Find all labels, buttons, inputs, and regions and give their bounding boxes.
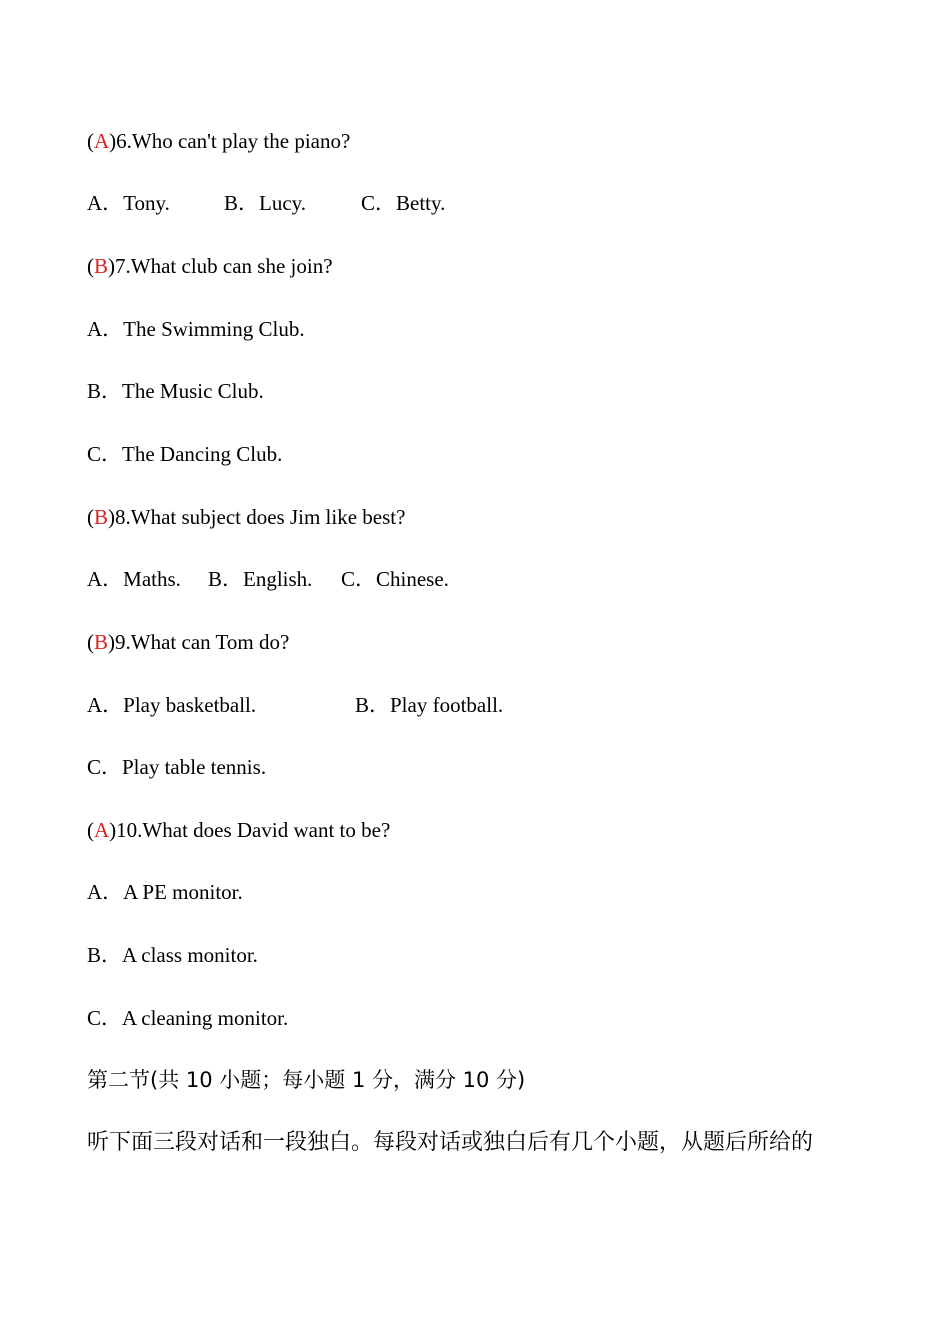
option-7-b: B．The Music Club. — [87, 379, 264, 403]
answer-8: B — [94, 505, 109, 529]
question-10-stem: (A)10.What does David want to be? — [87, 818, 391, 842]
question-8-stem: (B)8.What subject does Jim like best? — [87, 505, 406, 529]
option-9-b: B．Play football. — [355, 693, 504, 717]
option-6-b: B．Lucy. — [224, 191, 307, 215]
question-9-text: 9.What can Tom do? — [115, 630, 290, 654]
answer-6: A — [94, 129, 110, 153]
option-10-c: C．A cleaning monitor. — [87, 1006, 289, 1030]
answer-10: A — [94, 818, 110, 842]
question-7-stem: (B)7.What club can she join? — [87, 254, 333, 278]
option-8-c: C．Chinese. — [341, 567, 449, 591]
option-8-a: A．Maths. — [87, 567, 181, 591]
question-10-text: 10.What does David want to be? — [116, 818, 391, 842]
option-9-c: C．Play table tennis. — [87, 755, 267, 779]
option-6-c: C．Betty. — [361, 191, 446, 215]
option-7-a: A．The Swimming Club. — [87, 317, 305, 341]
option-8-b: B．English. — [208, 567, 313, 591]
option-6-a: A．Tony. — [87, 191, 170, 215]
answer-7: B — [94, 254, 109, 278]
answer-9: B — [94, 630, 109, 654]
option-7-c: C．The Dancing Club. — [87, 442, 283, 466]
question-6-options — [87, 189, 446, 217]
question-6-text: 6.Who can't play the piano? — [116, 129, 351, 153]
question-8-options — [87, 565, 449, 593]
section-instruction: 听下面三段对话和一段独白。每段对话或独白后有几个小题，从题后所给的 — [87, 1130, 814, 1155]
question-7-text: 7.What club can she join? — [115, 254, 333, 278]
option-9-a: A．Play basketball. — [87, 693, 257, 717]
question-6-stem: (A)6.Who can't play the piano? — [87, 129, 351, 153]
section-title: 第二节(共 10 小题；每小题 1 分，满分 10 分) — [87, 1068, 526, 1092]
option-10-a: A．A PE monitor. — [87, 880, 243, 904]
question-9-options-row — [87, 691, 504, 719]
question-8-text: 8.What subject does Jim like best? — [115, 505, 406, 529]
question-9-stem: (B)9.What can Tom do? — [87, 630, 290, 654]
option-10-b: B．A class monitor. — [87, 943, 258, 967]
